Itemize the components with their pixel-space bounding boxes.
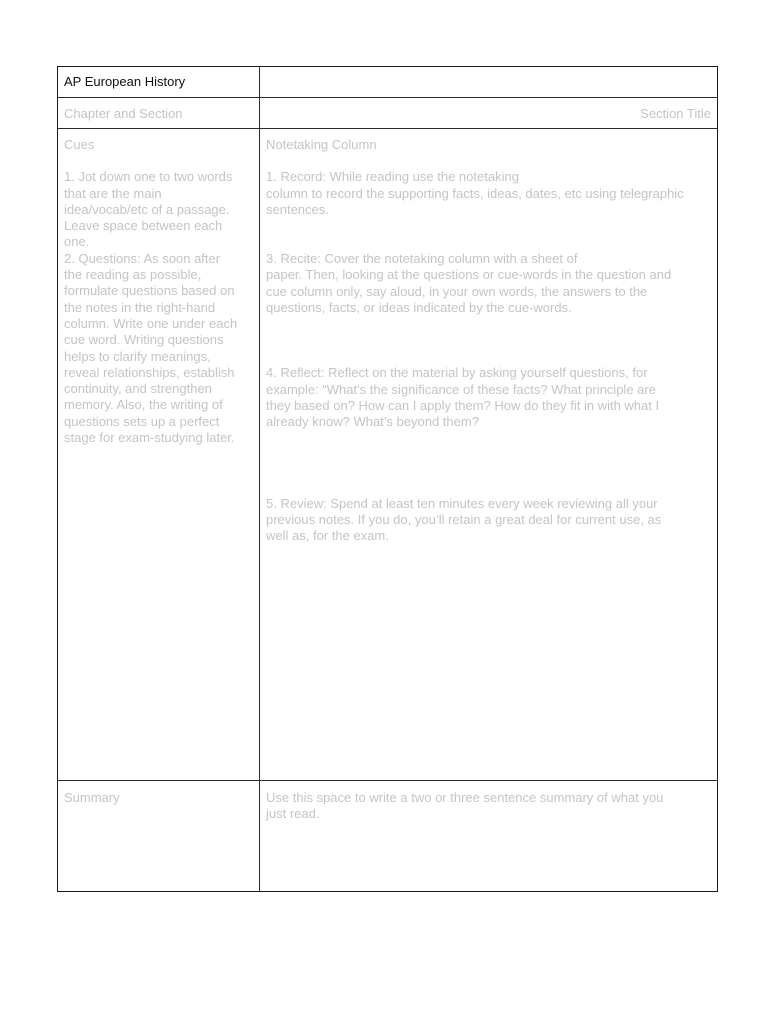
- cues-label: Cues: [64, 137, 95, 152]
- note-recite: 3. Recite: Cover the notetaking column with a sheet of paper. Then, looking at the questions or cue-words in the question and cue column only, say aloud, in your own words, the answers to the questions, facts, or ideas indicated by the cue-words.: [266, 251, 672, 316]
- summary-text: Use this space to write a two or three sentence summary of what you just read.: [266, 790, 664, 822]
- cues-column: [58, 129, 260, 781]
- course-title-value: [260, 67, 717, 98]
- summary-area: [260, 781, 717, 891]
- section-title-label: Section Title: [260, 98, 717, 129]
- cornell-notes-sheet: [57, 66, 718, 892]
- note-record: 1. Record: While reading use the notetaking column to record the supporting facts, ideas, dates, etc using telegraphic sentences.: [266, 169, 684, 217]
- notetaking-label: Notetaking Column: [266, 137, 377, 152]
- cues-step-2: 2. Questions: As soon after the reading as possible, formulate questions based on the notes in the right-hand column. Write one under each cue word. Writing questions helps to clarify meanings, reveal relationships, establish continuity, and strengthen memory. Also, the writing of questions sets up a perfect stage for exam-studying later.: [64, 250, 238, 446]
- summary-label: Summary: [58, 781, 260, 891]
- chapter-section-label: Chapter and Section: [58, 98, 260, 129]
- note-reflect: 4. Reflect: Reflect on the material by asking yourself questions, for example: “What’s the significance of these facts? What principle are they based on? How can I apply them? How do they fit in with what I already know? What’s beyond them?: [266, 365, 660, 430]
- note-review: 5. Review: Spend at least ten minutes every week reviewing all your previous notes. If you do, you’ll retain a great deal for current use, as well as, for the exam.: [266, 495, 662, 544]
- notetaking-column: [260, 129, 717, 781]
- course-title: AP European History: [58, 67, 260, 98]
- cues-step-1: 1. Jot down one to two words that are the main idea/vocab/etc of a passage. Leave space between each one.: [64, 169, 233, 250]
